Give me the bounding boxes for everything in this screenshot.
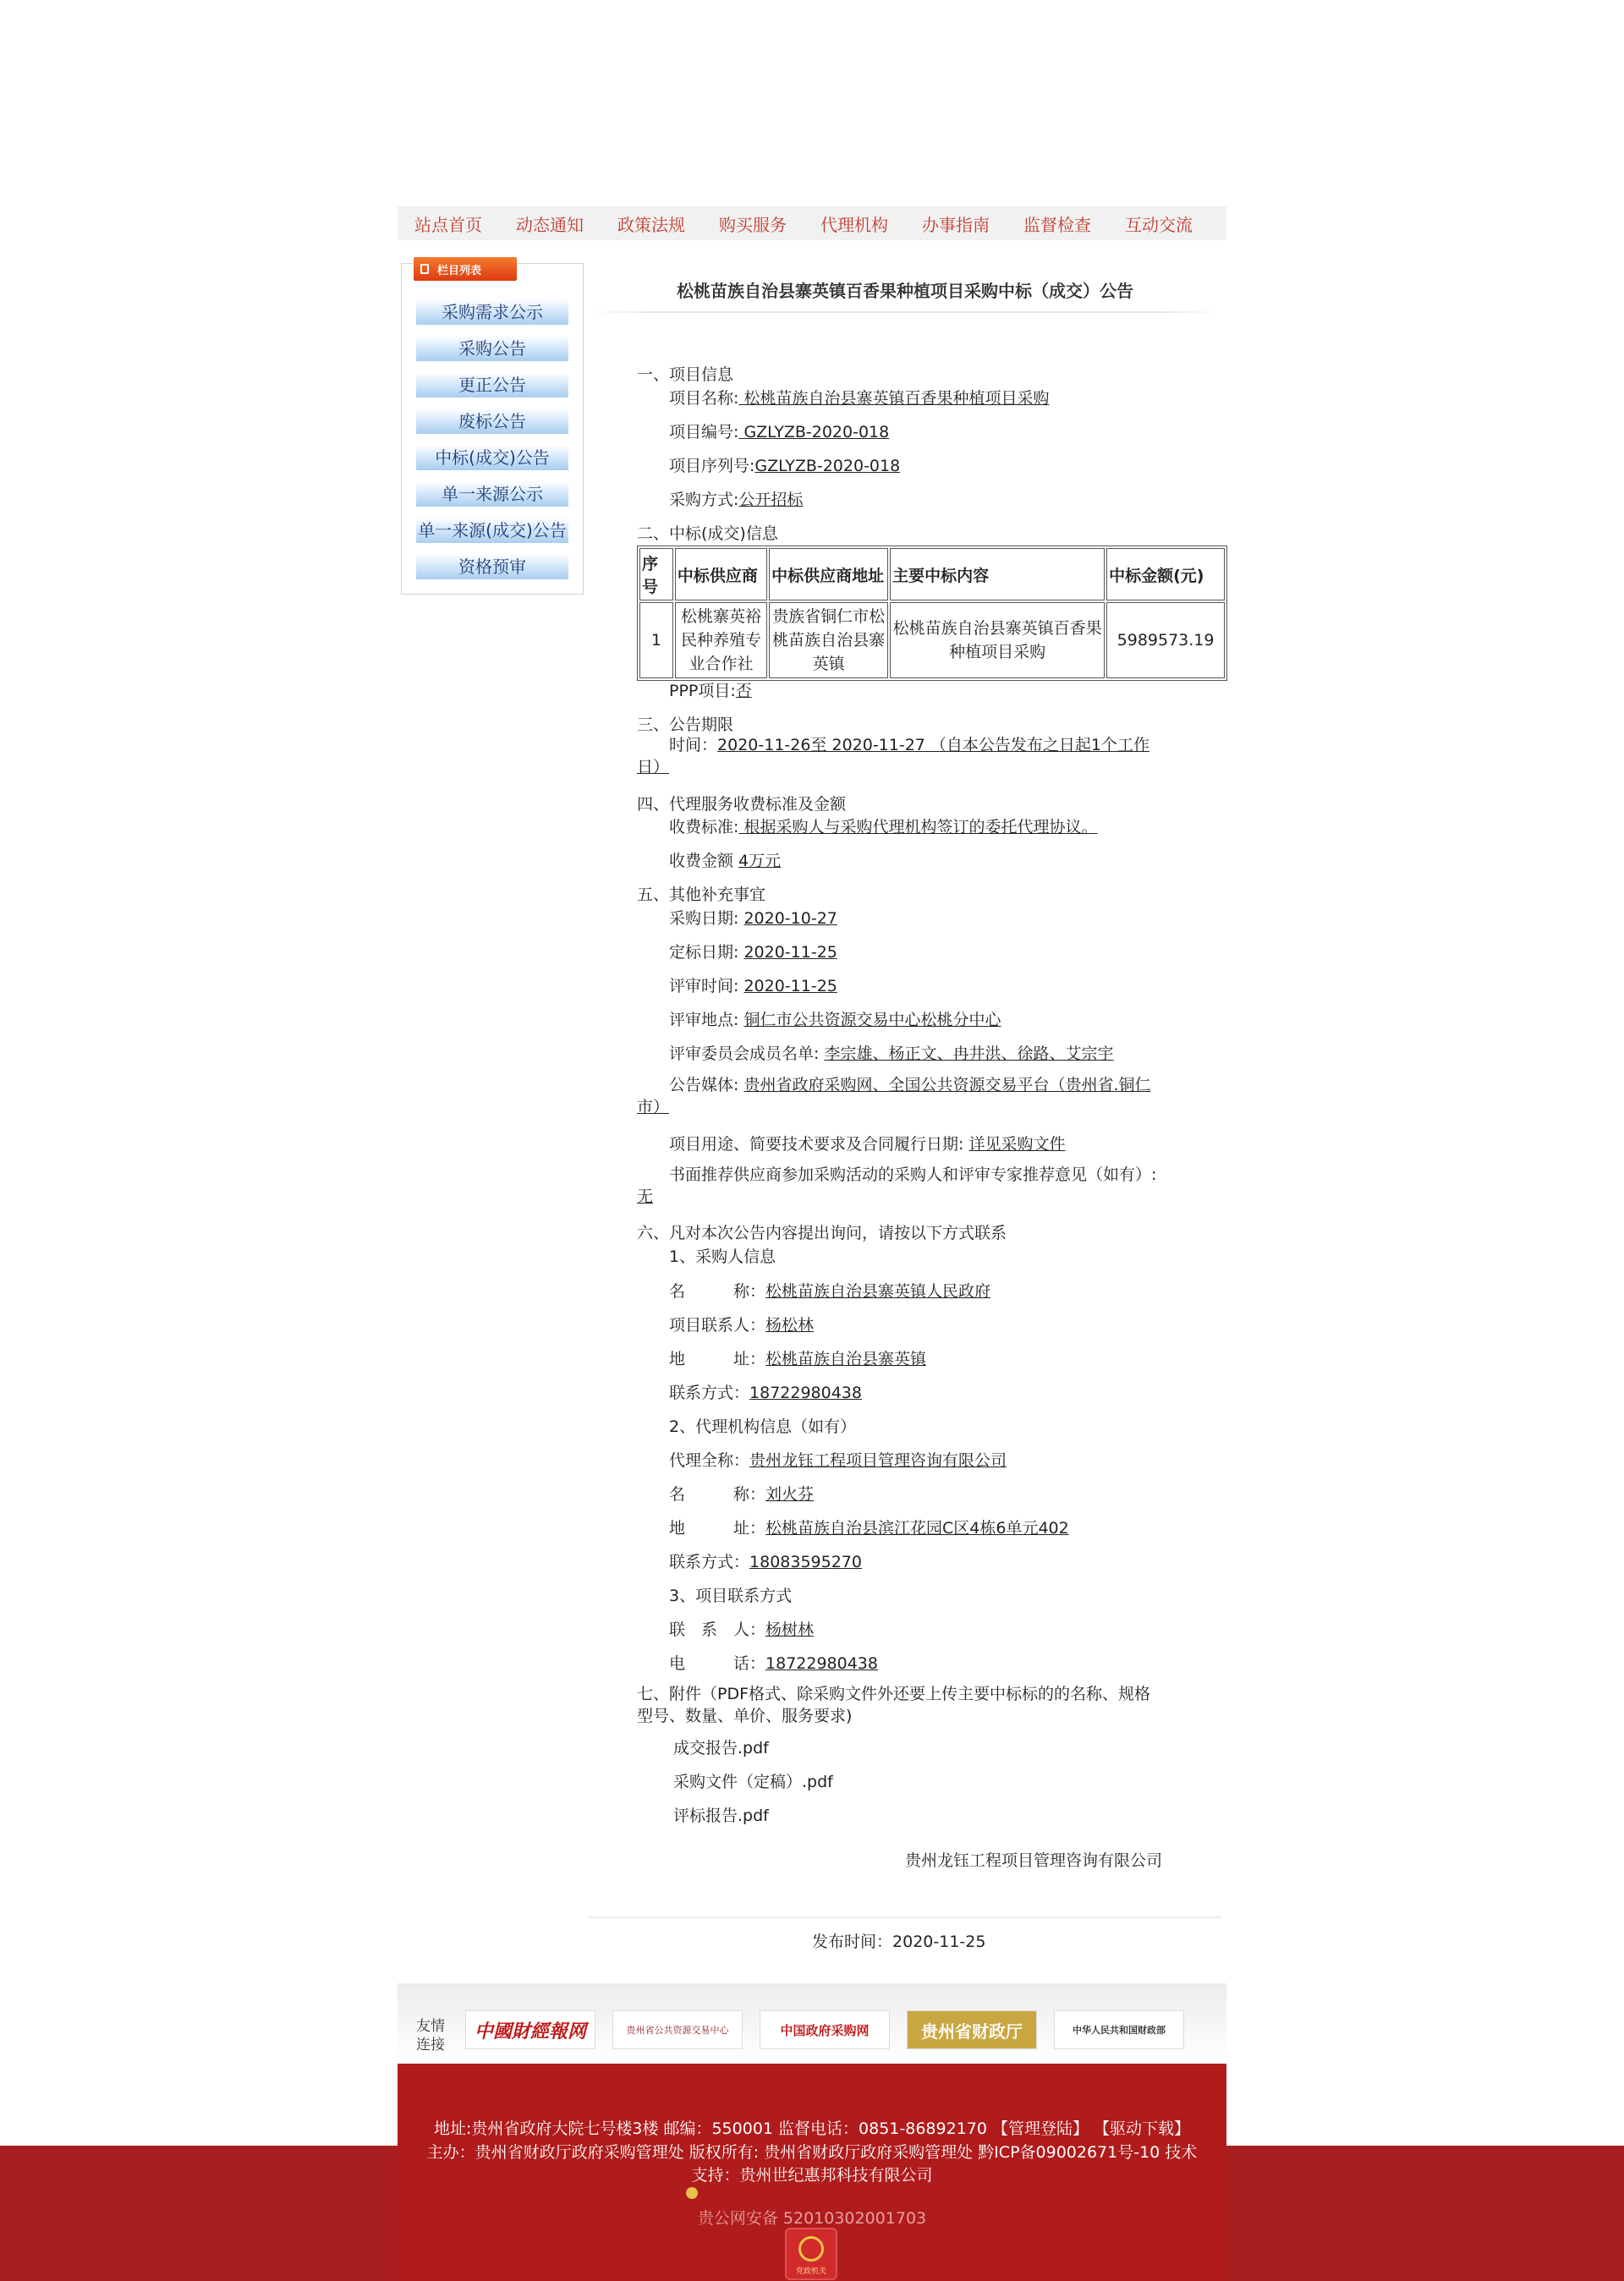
purchase-date-row xyxy=(669,906,837,929)
recommend-label: 书面推荐供应商参加采购活动的采购人和评审专家推荐意见（如有）: xyxy=(669,1165,1157,1184)
project-contact-person-label: 联 系 人： xyxy=(669,1620,766,1639)
agency-name-row xyxy=(669,1482,814,1505)
attachment-link[interactable]: 采购文件（定稿）.pdf xyxy=(673,1773,833,1791)
project-contact-phone-value: 18722980438 xyxy=(765,1654,878,1673)
section-5-heading: 五、其他补充事宜 xyxy=(637,886,766,904)
project-contact-person-value: 杨树林 xyxy=(765,1620,815,1639)
page-title: 松桃苗族自治县寨英镇百香果种植项目采购中标（成交）公告 xyxy=(677,281,1133,301)
fee-amount-label: 收费金额 xyxy=(669,852,739,870)
ppp-value: 否 xyxy=(735,682,752,700)
project-seq-row xyxy=(669,453,900,476)
review-place-value: 铜仁市公共资源交易中心松桃分中心 xyxy=(743,1011,1001,1029)
committee-row xyxy=(669,1041,1113,1064)
title-divider xyxy=(589,311,1221,313)
review-time-label: 评审时间: xyxy=(669,977,744,995)
sidebar-item-demand-notice[interactable]: 采购需求公示 xyxy=(416,299,568,325)
sidebar-item-procurement-notice[interactable]: 采购公告 xyxy=(416,336,568,361)
ppp-label: PPP项目: xyxy=(669,682,736,700)
section-7-heading: 七、附件（PDF格式、除采购文件外还要上传主要中标标的的名称、规格型号、数量、单价、服务要求) xyxy=(637,1685,1151,1725)
purchaser-name-label: 名 称： xyxy=(669,1282,766,1301)
project-contact-heading: 3、项目联系方式 xyxy=(669,1587,793,1605)
friend-links-label-line2: 连接 xyxy=(416,2037,445,2053)
purchaser-info-heading: 1、采购人信息 xyxy=(669,1247,776,1266)
cell-seq: 1 xyxy=(639,602,673,678)
media-label: 公告媒体: xyxy=(669,1076,744,1094)
col-header-address: 中标供应商地址 xyxy=(769,548,888,600)
fee-standard-label: 收费标准: xyxy=(669,818,739,836)
section-1-heading: 一、项目信息 xyxy=(637,365,734,384)
project-contact-person-row xyxy=(669,1617,814,1640)
nav-policies[interactable]: 政策法规 xyxy=(617,214,685,235)
nav-guide[interactable]: 办事指南 xyxy=(922,214,990,235)
table-row xyxy=(639,602,1225,678)
document-icon xyxy=(420,264,429,274)
purchaser-address-value: 松桃苗族自治县寨英镇 xyxy=(765,1350,927,1368)
award-date-row xyxy=(669,940,837,962)
section-2-heading: 二、中标(成交)信息 xyxy=(637,524,778,543)
attachment-link[interactable]: 评标报告.pdf xyxy=(673,1807,769,1825)
purchase-date-value: 2020-10-27 xyxy=(743,909,837,928)
agency-name-label: 名 称： xyxy=(669,1485,766,1504)
emblem-star-icon xyxy=(798,2236,824,2262)
footer-sponsor: 主办：贵州省财政厅政府采购管理处 版权所有: 贵州省财政厅政府采购管理处 黔ICP备09002671号-10 技术 xyxy=(426,2143,1198,2162)
sidebar-item-award-notice[interactable]: 中标(成交)公告 xyxy=(416,445,568,470)
sidebar-list xyxy=(416,299,568,590)
friend-links-label-line1: 友情 xyxy=(416,2018,445,2035)
recommend-value: 无 xyxy=(637,1187,654,1206)
footer xyxy=(398,2064,1226,2281)
project-name-row xyxy=(669,386,1049,408)
purchaser-contact-value: 杨松林 xyxy=(765,1316,815,1335)
col-header-supplier: 中标供应商 xyxy=(675,548,767,600)
agency-full-name-label: 代理全称： xyxy=(669,1451,750,1470)
section-6-heading: 六、凡对本次公告内容提出询问，请按以下方式联系 xyxy=(637,1224,1007,1242)
col-header-content: 主要中标内容 xyxy=(890,548,1105,600)
link-gzggzy-logo[interactable]: 贵州省公共资源交易中心 xyxy=(612,2010,743,2049)
cell-supplier: 松桃寨英裕民种养殖专业合作社 xyxy=(675,602,767,678)
agency-phone-row xyxy=(669,1549,862,1572)
method-value: 公开招标 xyxy=(738,491,804,509)
signature: 贵州龙钰工程项目管理咨询有限公司 xyxy=(905,1851,1163,1870)
attachment-link[interactable]: 成交报告.pdf xyxy=(673,1739,769,1757)
recommend-row xyxy=(637,1164,1161,1208)
purchaser-address-label: 地 址： xyxy=(669,1350,766,1368)
sidebar-header-label: 栏目列表 xyxy=(437,264,482,277)
award-date-label: 定标日期: xyxy=(669,943,744,962)
agency-phone-label: 联系方式： xyxy=(669,1553,750,1571)
fee-amount-row xyxy=(669,848,781,871)
sidebar-item-single-source[interactable]: 单一来源公示 xyxy=(416,481,568,507)
col-header-amount: 中标金额(元) xyxy=(1106,548,1225,600)
award-result-table xyxy=(637,546,1227,681)
agency-address-value: 松桃苗族自治县滨江花园C区4栋6单元402 xyxy=(765,1519,1069,1538)
nav-home[interactable]: 站点首页 xyxy=(414,214,482,235)
usage-row xyxy=(669,1132,1065,1154)
section-3-heading: 三、公告期限 xyxy=(637,716,734,734)
sidebar-item-correction-notice[interactable]: 更正公告 xyxy=(416,372,568,398)
link-gzcz-logo[interactable]: 贵州省财政厅 xyxy=(907,2010,1037,2049)
publish-time-row xyxy=(812,1929,985,1952)
party-gov-emblem-icon[interactable] xyxy=(785,2228,837,2280)
purchaser-contact-label: 项目联系人： xyxy=(669,1316,766,1335)
footer-police-record: 贵公网安备 52010302001703 xyxy=(697,2209,927,2228)
cell-address: 贵族省铜仁市松桃苗族自治县寨英镇 xyxy=(769,602,888,678)
review-place-label: 评审地点: xyxy=(669,1011,744,1029)
publish-time-value: 2020-11-25 xyxy=(892,1933,986,1951)
link-cfen-logo[interactable]: 中國財經報网 xyxy=(465,2010,595,2049)
column-list-sidebar xyxy=(401,263,584,595)
media-value: 贵州省政府采购网、全国公共资源交易平台（贵州省.铜仁市） xyxy=(637,1076,1151,1116)
review-place-row xyxy=(669,1007,1001,1030)
agency-phone-value: 18083595270 xyxy=(749,1553,862,1571)
project-name-value: 松桃苗族自治县寨英镇百香果种植项目采购 xyxy=(738,389,1050,408)
top-nav xyxy=(398,206,1226,240)
police-badge-icon xyxy=(686,2187,698,2199)
cell-content: 松桃苗族自治县寨英镇百香果种植项目采购 xyxy=(890,602,1105,678)
friend-links-label xyxy=(416,2017,445,2054)
footer-support: 支持：贵州世纪惠邦科技有限公司 xyxy=(691,2166,933,2185)
cell-amount: 5989573.19 xyxy=(1106,602,1225,678)
purchaser-address-row xyxy=(669,1346,926,1369)
section-4-heading: 四、代理服务收费标准及金额 xyxy=(637,795,847,814)
project-contact-phone-label: 电 话： xyxy=(669,1654,766,1673)
bottom-divider xyxy=(589,1916,1221,1918)
period-row xyxy=(637,734,1161,778)
project-no-label: 项目编号: xyxy=(669,423,739,441)
fee-amount-value: 4万元 xyxy=(738,852,782,870)
purchaser-phone-label: 联系方式： xyxy=(669,1384,750,1402)
agency-info-heading: 2、代理机构信息（如有） xyxy=(669,1417,857,1436)
method-row xyxy=(669,487,803,510)
sidebar-item-single-source-award[interactable]: 单一来源(成交)公告 xyxy=(416,518,568,543)
fee-standard-value: 根据采购人与采购代理机构签订的委托代理协议。 xyxy=(738,818,1098,836)
sidebar-item-prequalification[interactable]: 资格预审 xyxy=(416,554,568,579)
nav-agencies[interactable]: 代理机构 xyxy=(820,214,888,235)
ppp-row xyxy=(669,678,752,701)
review-time-value: 2020-11-25 xyxy=(743,977,837,995)
publish-time-label: 发布时间： xyxy=(812,1933,893,1951)
friend-links xyxy=(398,1983,1226,2064)
col-header-seq: 序号 xyxy=(639,548,673,600)
award-date-value: 2020-11-25 xyxy=(743,943,837,962)
purchaser-phone-row xyxy=(669,1380,862,1403)
project-no-value: GZLYZB-2020-018 xyxy=(738,423,890,441)
sidebar-item-void-notice[interactable]: 废标公告 xyxy=(416,408,568,434)
footer-address: 地址:贵州省政府大院七号楼3楼 邮编：550001 监督电话：0851-86892170 【管理登陆】 【驱动下载】 xyxy=(433,2119,1191,2138)
purchaser-name-value: 松桃苗族自治县寨英镇人民政府 xyxy=(765,1282,991,1301)
period-value: 2020-11-26至 2020-11-27 （自本公告发布之日起1个工作日） xyxy=(637,736,1150,776)
nav-interaction[interactable]: 互动交流 xyxy=(1125,214,1193,235)
purchaser-name-row xyxy=(669,1279,990,1302)
purchase-date-label: 采购日期: xyxy=(669,909,744,928)
agency-address-label: 地 址： xyxy=(669,1519,766,1538)
agency-address-row xyxy=(669,1516,1069,1538)
committee-value: 李宗雄、杨正文、冉井洪、徐路、艾宗宇 xyxy=(824,1045,1114,1063)
committee-label: 评审委员会成员名单: xyxy=(669,1045,825,1063)
project-no-row xyxy=(669,419,889,442)
link-mof-logo[interactable]: 中华人民共和国财政部 xyxy=(1054,2010,1184,2049)
project-contact-phone-row xyxy=(669,1651,878,1674)
nav-purchase-service[interactable]: 购买服务 xyxy=(719,214,787,235)
usage-label: 项目用途、简要技术要求及合同履行日期: xyxy=(669,1135,969,1154)
agency-full-name-row xyxy=(669,1448,1007,1471)
table-header-row xyxy=(639,548,1225,600)
media-row xyxy=(637,1074,1161,1118)
project-seq-label: 项目序列号: xyxy=(669,457,755,475)
purchaser-phone-value: 18722980438 xyxy=(749,1384,862,1402)
purchaser-contact-row xyxy=(669,1313,814,1335)
method-label: 采购方式: xyxy=(669,491,739,509)
review-time-row xyxy=(669,973,837,996)
agency-full-name-value: 贵州龙钰工程项目管理咨询有限公司 xyxy=(749,1451,1007,1470)
fee-standard-row xyxy=(669,814,1097,837)
link-ccgp-logo[interactable]: 中国政府采购网 xyxy=(760,2010,890,2049)
emblem-caption: 党政机关 xyxy=(795,2267,826,2276)
agency-name-value: 刘火芬 xyxy=(765,1485,815,1504)
nav-notices[interactable]: 动态通知 xyxy=(516,214,584,235)
project-seq-value: GZLYZB-2020-018 xyxy=(754,457,901,475)
nav-supervision[interactable]: 监督检查 xyxy=(1023,214,1091,235)
sidebar-header xyxy=(414,257,517,281)
period-label: 时间： xyxy=(669,736,718,754)
usage-value: 详见采购文件 xyxy=(968,1135,1066,1154)
project-name-label: 项目名称: xyxy=(669,389,739,408)
